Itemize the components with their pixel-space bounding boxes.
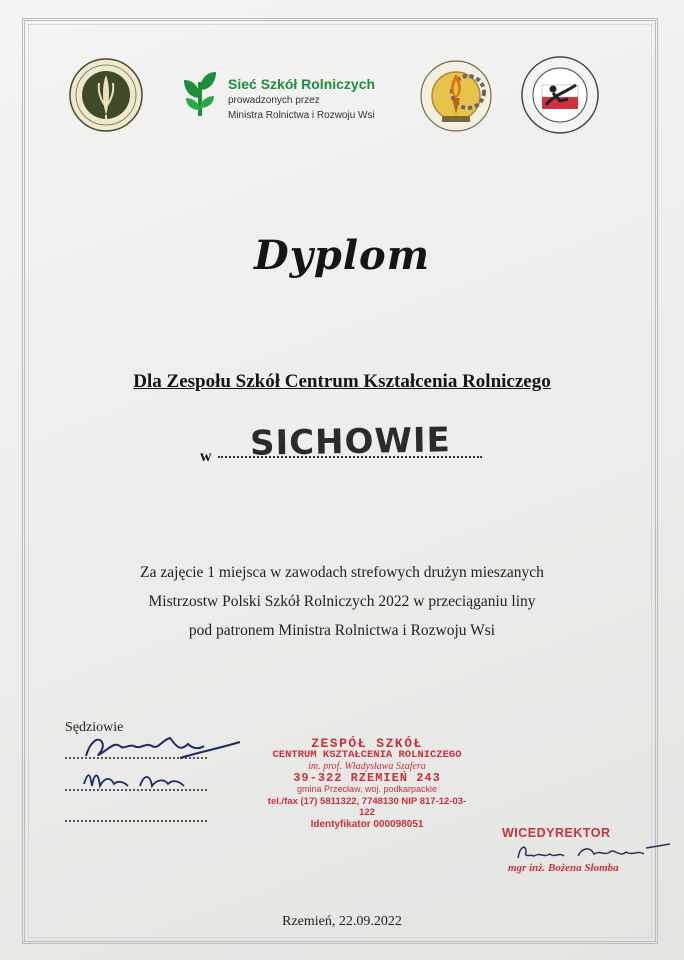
network-title: Sieć Szkół Rolniczych [228,76,376,92]
stamp-line-2: CENTRUM KSZTAŁCENIA ROLNICZEGO [272,748,462,761]
green-plant-icon [180,68,220,118]
recipient-name: Dla Zespołu Szkół Centrum Kształcenia Rolniczego [133,371,551,392]
stamp-line-5: gmina Przecław, woj. podkarpackie [296,784,438,794]
vice-director-stamp: WICEDYREKTOR [502,826,611,840]
stamp-line-3: im. prof. Władysława Szafera [308,761,426,772]
judge-signature-2 [80,766,200,794]
place-and-date: Rzemień, 22.09.2022 [282,914,402,929]
ministry-agriculture-seal-icon [68,57,144,133]
award-line-1: Za zajęcie 1 miejsca w zawodach strefowych drużyn mieszanych [140,564,544,581]
vice-director-name: mgr inż. Bożena Słomba [508,862,619,874]
award-description [0,558,684,645]
school-stamp [262,738,472,830]
stamp-line-6: tel./fax (17) 5811322, 7748130 NIP 817-12-03-122 [267,795,467,818]
recipient-line [0,371,684,393]
network-logo [180,68,390,128]
judges-label: Sędziowie [65,720,124,735]
network-subtitle-2: Ministra Rolnictwa i Rozwoju Wsi [228,110,375,121]
stamp-line-7: Identyfikator 000098051 [310,818,424,830]
stamp-line-4: 39-322 RZEMIEŃ 243 [293,770,441,785]
diploma-title: Dyplom [253,232,431,279]
place-handwritten: SICHOWIE [249,420,452,464]
judge-signature-line-3 [65,820,207,822]
tug-of-war-union-icon [520,55,600,135]
school-torch-gear-emblem-icon [418,58,494,138]
place-prefix: w [200,448,212,465]
stamp-line-1: ZESPÓŁ SZKÓŁ [311,736,423,751]
award-line-2: Mistrzostw Polski Szkół Rolniczych 2022 w przeciąganiu liny [148,593,536,610]
network-subtitle-1: prowadzonych przez [228,95,320,106]
vice-director-signature [514,840,674,864]
judge-signature-1 [80,728,245,768]
award-line-3: pod patronem Ministra Rolnictwa i Rozwoju Wsi [188,622,496,639]
